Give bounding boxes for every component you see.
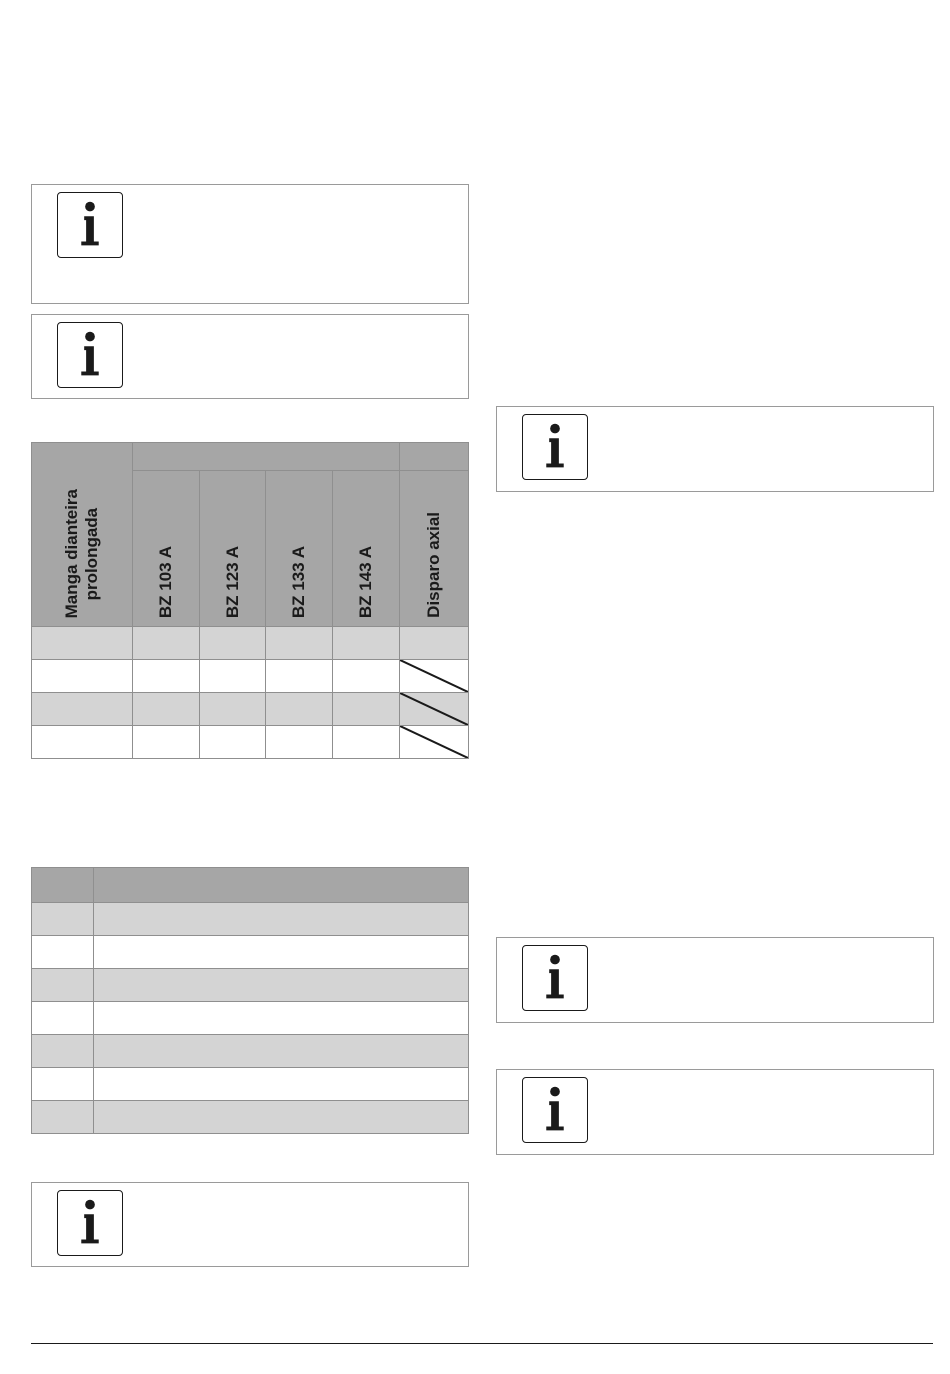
table-cell <box>200 693 266 726</box>
table-cell <box>32 1101 94 1134</box>
table-row <box>32 726 469 759</box>
info-icon <box>522 945 588 1011</box>
table-cell <box>133 693 200 726</box>
table-cell <box>333 726 400 759</box>
diagonal-strike <box>400 726 468 758</box>
table-cell <box>94 1035 469 1068</box>
table-cell <box>32 693 133 726</box>
table-cell <box>94 903 469 936</box>
info-note-3 <box>31 1182 469 1267</box>
column-header <box>266 471 333 627</box>
group-header-cell <box>400 443 469 471</box>
table-cell <box>32 1035 94 1068</box>
table-header-cell <box>32 868 94 903</box>
info-icon <box>57 322 123 388</box>
column-header <box>400 471 469 627</box>
table-row <box>32 903 469 936</box>
table-cell <box>32 726 133 759</box>
table-cell <box>94 969 469 1002</box>
column-header-label: BZ 143 A <box>356 545 375 618</box>
table-cell <box>32 903 94 936</box>
info-note-6 <box>496 1069 934 1155</box>
table-cell <box>266 627 333 660</box>
table-row <box>32 1035 469 1068</box>
diagonal-strike <box>400 693 468 725</box>
table-row <box>32 1068 469 1101</box>
info-note-1 <box>31 184 469 304</box>
info-icon <box>57 192 123 258</box>
table-cell <box>94 1068 469 1101</box>
table-cell <box>266 726 333 759</box>
not-applicable-cell <box>400 660 469 693</box>
row-header-cell <box>32 443 133 627</box>
table-cell <box>333 627 400 660</box>
table-row <box>32 969 469 1002</box>
table-row <box>32 693 469 726</box>
table-cell <box>200 660 266 693</box>
table-cell <box>133 660 200 693</box>
table-cell <box>94 936 469 969</box>
table-row <box>32 627 469 660</box>
table-row <box>32 1101 469 1134</box>
not-applicable-cell <box>400 693 469 726</box>
table-cell <box>266 693 333 726</box>
table-cell <box>32 1068 94 1101</box>
footer-divider <box>31 1343 933 1344</box>
column-header-label: BZ 123 A <box>222 545 242 618</box>
compatibility-table <box>31 442 469 759</box>
table-row <box>32 660 469 693</box>
column-header-label: Disparo axial <box>424 512 443 618</box>
table-cell <box>32 969 94 1002</box>
table-cell <box>400 627 469 660</box>
table-cell <box>32 627 133 660</box>
table-cell <box>133 726 200 759</box>
column-header <box>200 471 266 627</box>
table-cell <box>266 660 333 693</box>
table-cell <box>200 627 266 660</box>
item-list-table <box>31 867 469 1134</box>
column-header <box>133 471 200 627</box>
table-header-cell <box>94 868 469 903</box>
info-note-5 <box>496 937 934 1023</box>
table-cell <box>32 1002 94 1035</box>
info-note-2 <box>31 314 469 399</box>
table-cell <box>333 660 400 693</box>
table-cell <box>333 693 400 726</box>
not-applicable-cell <box>400 726 469 759</box>
table-header-row <box>32 868 469 903</box>
table-cell <box>200 726 266 759</box>
table-cell <box>32 660 133 693</box>
group-header-cell <box>133 443 400 471</box>
table-cell <box>133 627 200 660</box>
info-note-4 <box>496 406 934 492</box>
table-cell <box>32 936 94 969</box>
column-header-label: BZ 133 A <box>289 545 308 618</box>
table-row <box>32 1002 469 1035</box>
column-header <box>333 471 400 627</box>
column-header-label: BZ 103 A <box>156 545 175 618</box>
info-icon <box>522 414 588 480</box>
info-icon <box>57 1190 123 1256</box>
row-header-label: Manga dianteira prolongada <box>62 488 101 618</box>
diagonal-strike <box>400 660 468 692</box>
table-cell <box>94 1101 469 1134</box>
table-cell <box>94 1002 469 1035</box>
info-icon <box>522 1077 588 1143</box>
table-row <box>32 936 469 969</box>
